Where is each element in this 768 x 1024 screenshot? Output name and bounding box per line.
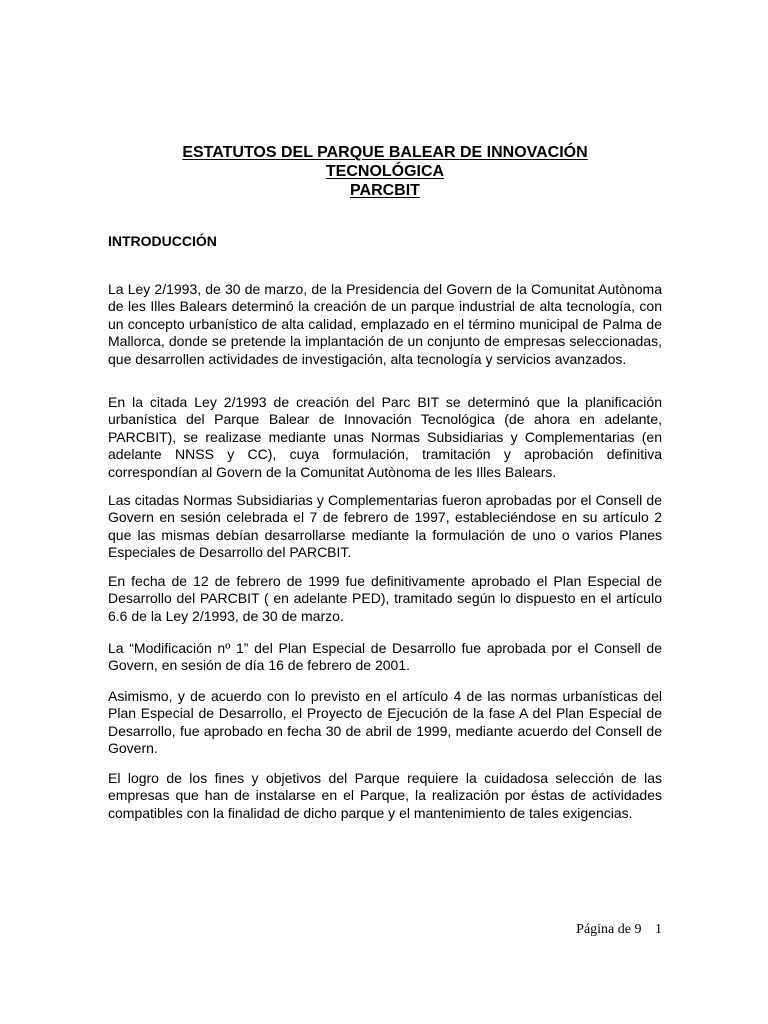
paragraph: En fecha de 12 de febrero de 1999 fue definitivamente aprobado el Plan Especial de Desarrollo del PARCBIT ( en adelante PED), tramitado según lo dispuesto en el artículo 6.6 de la Ley 2/1993, de 30 de marzo. (108, 573, 662, 624)
document-title (100, 143, 670, 200)
page-label: Página de 9 (576, 922, 642, 937)
paragraph: El logro de los fines y objetivos del Parque requiere la cuidadosa selección de las empresas que han de instalarse en el Parque, la realización por éstas de actividades compatibles con la finalidad de dicho parque y el mantenimiento de tales exigencias. (108, 770, 662, 821)
paragraph: La Ley 2/1993, de 30 de marzo, de la Presidencia del Govern de la Comunitat Autònoma de les Illes Balears determinó la creación de un parque industrial de alta tecnología, con un concepto urbanístico de alta calidad, emplazado en el término municipal de Palma de Mallorca, donde se pretende la implantación de un conjunto de empresas seleccionadas, que desarrollen actividades de investigación, alta tecnología y servicios avanzados. (108, 281, 662, 367)
title-line-2: TECNOLÓGICA (325, 163, 445, 180)
title-line-1: ESTATUTOS DEL PARQUE BALEAR DE INNOVACIÓN (182, 144, 588, 161)
paragraph: Asimismo, y de acuerdo con lo previsto en el artículo 4 de las normas urbanísticas del Plan Especial de Desarrollo, el Proyecto de Ejecución de la fase A del Plan Especial de Desarrollo, fue aprobado en fecha 30 de abril de 1999, mediante acuerdo del Consell de Govern. (108, 688, 662, 757)
title-line-3: PARCBIT (350, 182, 420, 199)
paragraph: En la citada Ley 2/1993 de creación del Parc BIT se determinó que la planificación urbanística del Parque Balear de Innovación Tecnológica (de ahora en adelante, PARCBIT), se realizase mediante unas Normas Subsidiarias y Complementarias (en adelante NNSS y CC), cuya formulación, tramitación y aprobación definitiva correspondían al Govern de la Comunitat Autònoma de les Illes Balears. (108, 394, 662, 480)
section-heading: INTRODUCCIÓN (108, 233, 217, 249)
page-number: 1 (655, 922, 662, 937)
paragraph: Las citadas Normas Subsidiarias y Complementarias fueron aprobadas por el Consell de Govern en sesión celebrada el 7 de febrero de 1997, estableciéndose en su artículo 2 que las mismas debían desarrollarse mediante la formulación de uno o varios Planes Especiales de Desarrollo del PARCBIT. (108, 492, 662, 561)
paragraph: La “Modificación nº 1” del Plan Especial de Desarrollo fue aprobada por el Consell de Govern, en sesión de día 16 de febrero de 2001. (108, 640, 662, 674)
page-footer (576, 921, 662, 938)
